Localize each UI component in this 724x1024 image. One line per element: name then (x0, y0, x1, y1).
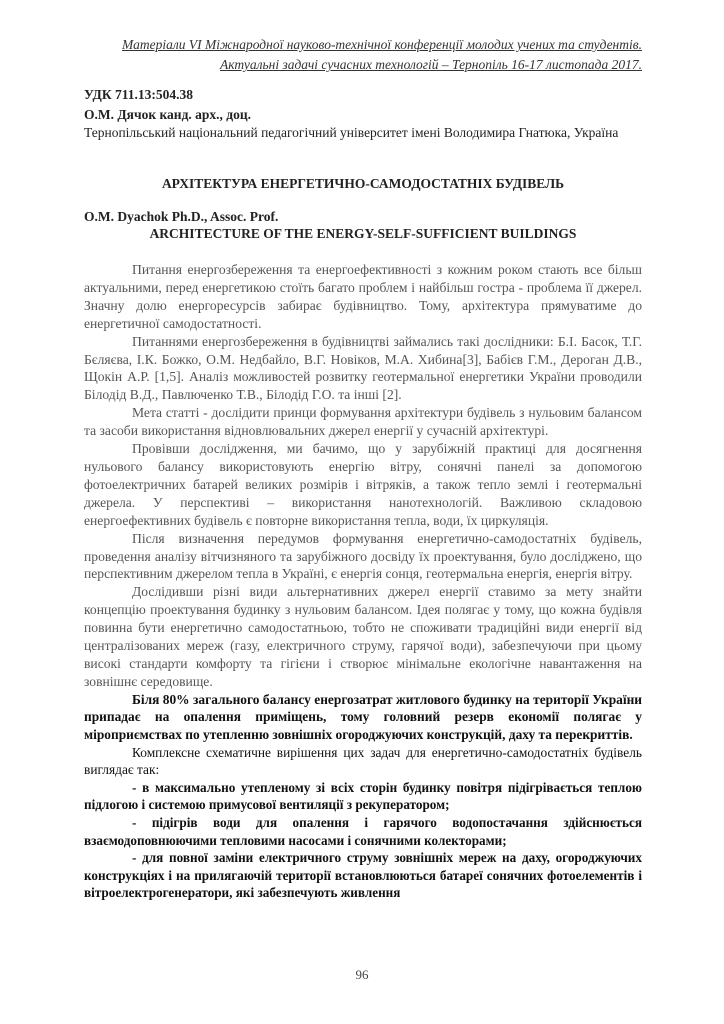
paragraph-5: Після визначення передумов формування енергетично-самодостатніх будівель, проведення аналізу вітчизняного та зарубіжного досвіду їх проектування, було досліджено, що перспективним джерелом тепла в Україні, є енергія сонця, геотермальна енергія, енергія вітру. (84, 530, 642, 582)
paragraph-2: Питаннями енергозбереження в будівництві займались такі дослідники: Б.І. Басок, Т.Г. Бєляєва, І.К. Божко, О.М. Недбайло, В.Г. Новіков, М.А. Хибина[3], Бабієв Г.М., Дероган Д.В., Щокін А.Р. [1,5]. Аналіз можливостей розвитку геотермальної енергетики України проводили Білодід В.Д., Павлюченко Т.В., Білодід Г.О. та інші [2]. (84, 333, 642, 403)
article-body (84, 261, 642, 902)
list-item-3: - для повної заміни електричного струму зовнішніх мереж на даху, огороджуючих конструкціях і на прилягаючій території встановлюються батареї сонячних фотоелементів і вітроелектрогенератори, які забезпечують живлення (84, 850, 642, 901)
affiliation: Тернопільський національний педагогічний університет імені Володимира Гнатюка, Україна (84, 125, 619, 140)
conference-header-line-1: Матеріали VI Міжнародної науково-технічної конференції молодих учених та студентів. (122, 37, 642, 52)
paragraph-4: Провівши дослідження, ми бачимо, що у зарубіжній практиці для досягнення нульового балансу використовують енергію вітру, сонячні панелі за допомогою фотоелектричних батарей великих розмірів і вітряків, а також тепло землі і геотермальні джерела. У перспективі – використання нанотехнологій. Важливою складовою енергоефективних будівель є повторне використання тепла, води, їх циркуляція. (84, 441, 642, 528)
paragraph-3: Мета статті - дослідити принци формування архітектури будівель з нульовим балансом та засоби використання відновлювальних джерел енергії у сучасній архітектурі. (84, 405, 642, 439)
list-item-1: - в максимально утепленому зі всіх сторін будинку повітря підігрівається теплою підлогою і системою примусової вентиляції з рекуператором; (84, 779, 642, 813)
title-ukrainian: АРХІТЕКТУРА ЕНЕРГЕТИЧНО-САМОДОСТАТНІХ БУДІВЕЛЬ (161, 176, 565, 191)
paragraph-7: Біля 80% загального балансу енергозатрат житлового будинку на території України припадає на опалення приміщень, тому головний резерв економії полягає у міроприємствах по утепленню зовнішніх огороджуючих конструкцій, даху та перекриттів. (84, 691, 642, 742)
conference-header-line-2: Актуальні задачі сучасних технологій – Тернопіль 16-17 листопада 2017. (220, 57, 642, 72)
author-ukrainian: О.М. Дячок канд. арх., доц. (84, 107, 252, 122)
author-english: O.M. Dyachok Ph.D., Assoc. Prof. (84, 209, 279, 224)
paragraph-6: Дослідивши різні види альтернативних джерел енергії ставимо за мету знайти концепцію проектування будинку з нульовим балансом. Ідея полягає у тому, що кожна будівля повинна бути енергетично самодостатньою, тобто не споживати традиційні види енергії від централізованих мереж (газу, електричного струму, гарячої води), забезпечуючи при цьому високі стандарти комфорту та гігієни і створює мінімальне екологічне навантаження на зовнішнє середовище. (84, 584, 642, 689)
page-number: 96 (355, 967, 369, 982)
udc-code: УДК 711.13:504.38 (84, 87, 193, 102)
title-english: ARCHITECTURE OF THE ENERGY-SELF-SUFFICIENT BUILDINGS (149, 226, 577, 241)
paragraph-1: Питання енергозбереження та енергоефективності з кожним роком стають все більш актуальними, перед енергетикою стоїть багато проблем і найбільш гостра - проблема її джерел. Значну долю енергоресурсів забирає будівництво. Тому, архітектура прямуватиме до енергетичної самодостатності. (84, 262, 642, 331)
list-item-2: - підігрів води для опалення і гарячого водопостачання здійснюється взаємодоповнюючими тепловими насосами і сонячними колекторами; (84, 814, 642, 848)
paragraph-8: Комплексне схематичне вирішення цих задач для енергетично-самодостатніх будівель виглядає так: (84, 744, 642, 778)
